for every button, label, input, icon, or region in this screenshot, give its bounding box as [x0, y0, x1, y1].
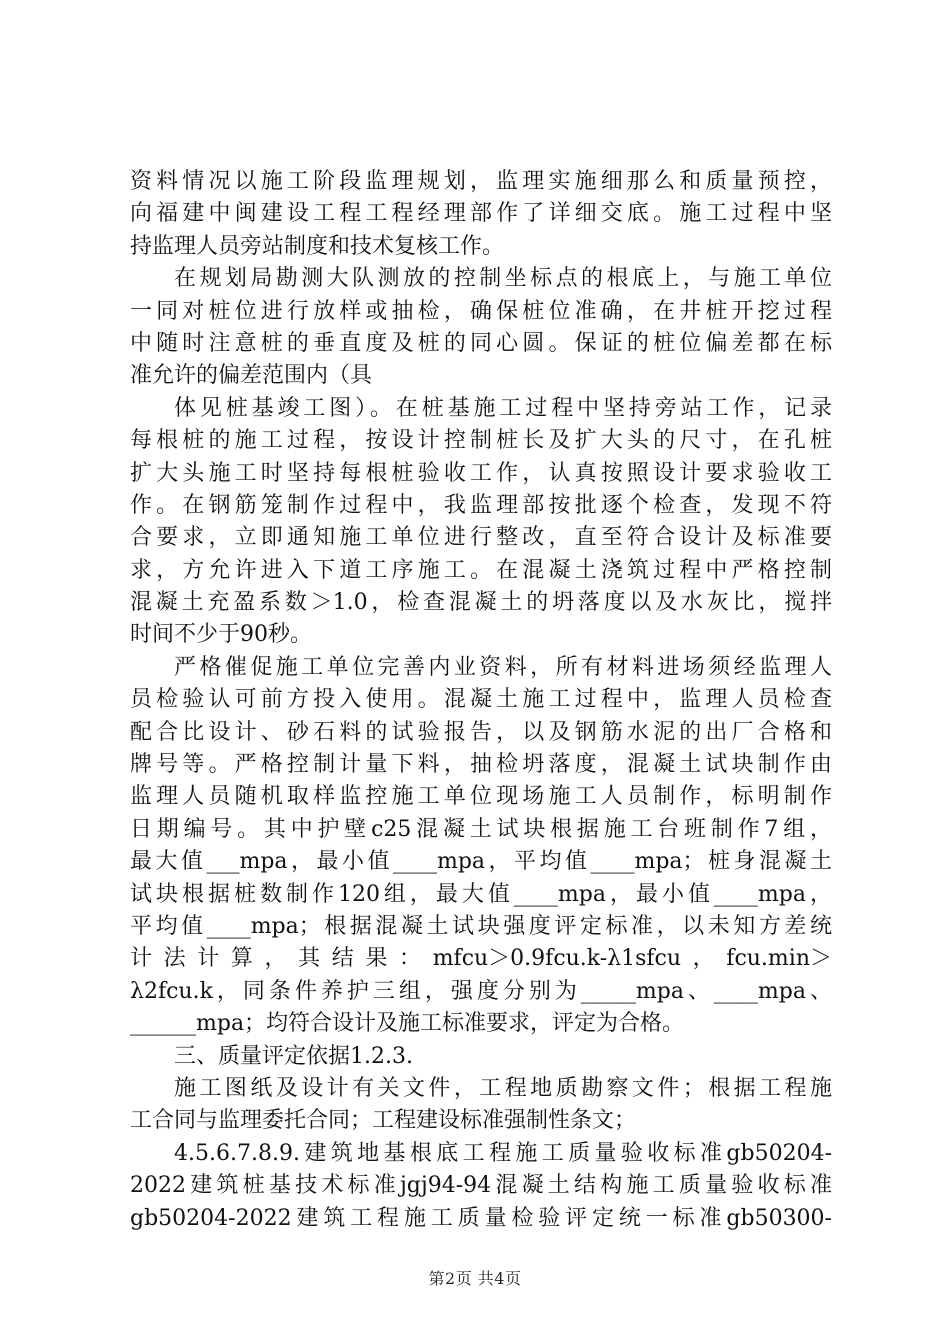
- body-text: [130, 166, 832, 1235]
- text-line: 向福建中闽建设工程工程经理部作了详细交底。施工过程中坚: [130, 201, 832, 227]
- text-line: 一同对桩位进行放样或抽检，确保桩位准确，在井桩开挖过程: [130, 298, 832, 324]
- text-line: 时间不少于90秒。: [130, 622, 312, 648]
- text-line: 日期编号。其中护壁c25混凝土试块根据施工台班制作7组，: [130, 816, 832, 842]
- text-line: 中随时注意桩的垂直度及桩的同心圆。保证的桩位偏差都在标: [130, 330, 832, 356]
- text-line: 配合比设计、砂石料的试验报告，以及钢筋水泥的出厂合格和: [130, 719, 832, 745]
- text-line: 严格催促施工单位完善内业资料，所有材料进场须经监理人: [174, 654, 832, 680]
- text-line: 资料情况以施工阶段监理规划，监理实施细那么和质量预控，: [130, 169, 832, 194]
- text-line: 作。在钢筋笼制作过程中，我监理部按批逐个检查，发现不符: [130, 492, 832, 518]
- text-line: 2022建筑桩基技术标准jgj94-94混凝土结构施工质量验收标准: [130, 1173, 832, 1199]
- text-line: 持监理人员旁站制度和技术复核工作。: [130, 233, 505, 259]
- page-footer: 第2页 共4页: [428, 1269, 522, 1288]
- text-line: 施工图纸及设计有关文件，工程地质勘察文件；根据工程施: [174, 1075, 832, 1101]
- text-line: λ2fcu.k，同条件养护三组，强度分别为_____mpa、____mpa、: [130, 978, 832, 1004]
- text-line: 混凝土充盈系数＞1.0，检查混凝土的坍落度以及水灰比，搅拌: [130, 590, 832, 616]
- text-line: 每根桩的施工过程，按设计控制桩长及扩大头的尺寸，在孔桩: [130, 428, 832, 454]
- text-line: 扩大头施工时坚持每根桩验收工作，认真按照设计要求验收工: [130, 460, 832, 486]
- text-line: 监理人员随机取样监控施工单位现场施工人员制作，标明制作: [130, 784, 832, 810]
- text-line: gb50204-2022建筑工程施工质量检验评定统一标准gb50300-: [130, 1205, 832, 1231]
- text-line: 最大值___mpa，最小值____mpa，平均值____mpa；桩身混凝土: [130, 849, 832, 875]
- text-line: 计法计算，其结果：mfcu＞0.9fcu.k-λ1sfcu，fcu.min＞: [130, 946, 832, 972]
- text-line: 平均值____mpa；根据混凝土试块强度评定标准，以未知方差统: [130, 913, 832, 939]
- section-heading: 三、质量评定依据1.2.3.: [174, 1043, 413, 1069]
- text-line: 体见桩基竣工图）。在桩基施工过程中坚持旁站工作，记录: [174, 395, 832, 421]
- text-line: 4.5.6.7.8.9.建筑地基根底工程施工质量验收标准gb50204-: [174, 1140, 832, 1166]
- text-line: 工合同与监理委托合同；工程建设标准强制性条文；: [130, 1108, 637, 1134]
- text-line: 在规划局勘测大队测放的控制坐标点的根底上，与施工单位: [174, 266, 832, 292]
- text-line: 试块根据桩数制作120组，最大值____mpa，最小值____mpa，: [130, 881, 832, 907]
- text-line: 准允许的偏差范围内（具: [130, 363, 373, 389]
- text-line: 求，方允许进入下道工序施工。在混凝土浇筑过程中严格控制: [130, 557, 832, 583]
- text-line: 牌号等。严格控制计量下料，抽检坍落度，混凝土试块制作由: [130, 752, 832, 778]
- text-line: 员检验认可前方投入使用。混凝土施工过程中，监理人员检查: [130, 687, 832, 713]
- text-line: 合要求，立即通知施工单位进行整改，直至符合设计及标准要: [130, 525, 832, 551]
- text-line: ______mpa；均符合设计及施工标准要求，评定为合格。: [130, 1011, 685, 1037]
